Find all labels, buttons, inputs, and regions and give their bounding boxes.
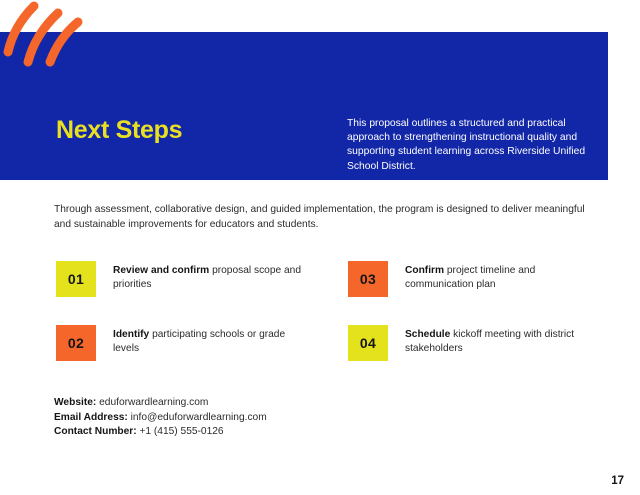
contact-email-label: Email Address: [54, 411, 128, 423]
steps-grid [56, 261, 596, 389]
contact-website-value: eduforwardlearning.com [96, 397, 209, 408]
contact-phone-value: +1 (415) 555-0126 [136, 426, 224, 438]
orange-squiggle-icon [0, 0, 90, 70]
step-rest-03: project timeline and communication plan [405, 265, 536, 291]
steps-row-2 [56, 325, 596, 361]
step-number-badge-04: 04 [348, 325, 388, 361]
step-number-badge-01: 01 [56, 261, 96, 297]
step-bold-03: Confirm [405, 265, 445, 276]
step-rest-04: kickoff meeting with district stakeholders [405, 329, 575, 355]
step-bold-01: Review and confirm [113, 265, 210, 276]
step-description-03 [405, 261, 596, 293]
step-bold-02: Identify [113, 329, 150, 340]
header-banner [0, 32, 608, 180]
step-description-01 [113, 261, 313, 293]
step-description-02 [113, 325, 313, 357]
contact-block [54, 396, 267, 440]
contact-website-label: Website: [54, 397, 97, 408]
page-title: Next Steps [56, 116, 183, 144]
contact-website-line [54, 396, 267, 411]
step-item-01 [56, 261, 348, 297]
step-item-02 [56, 325, 348, 361]
step-item-03 [348, 261, 596, 297]
contact-email-value: info@eduforwardlearning.com [127, 411, 267, 423]
step-rest-01: proposal scope and priorities [113, 265, 302, 291]
page-number: 17 [611, 475, 624, 487]
step-number-badge-03: 03 [348, 261, 388, 297]
step-item-04 [348, 325, 596, 361]
steps-row-1 [56, 261, 596, 297]
contact-phone-label: Contact Number: [54, 426, 137, 438]
step-description-04 [405, 325, 596, 357]
intro-paragraph: Through assessment, collaborative design, and guided implementation, the program is designed to deliver meaningful and sustainable improvements for educators and students. [54, 204, 585, 230]
step-number-badge-02: 02 [56, 325, 96, 361]
contact-phone-line [54, 425, 267, 440]
step-bold-04: Schedule [405, 329, 451, 340]
contact-email-line [54, 411, 267, 426]
banner-description: This proposal outlines a structured and practical approach to strengthening instructional quality and supporting student learning across Riverside Unified School District. [347, 118, 586, 172]
step-rest-02: participating schools or grade levels [113, 329, 286, 355]
